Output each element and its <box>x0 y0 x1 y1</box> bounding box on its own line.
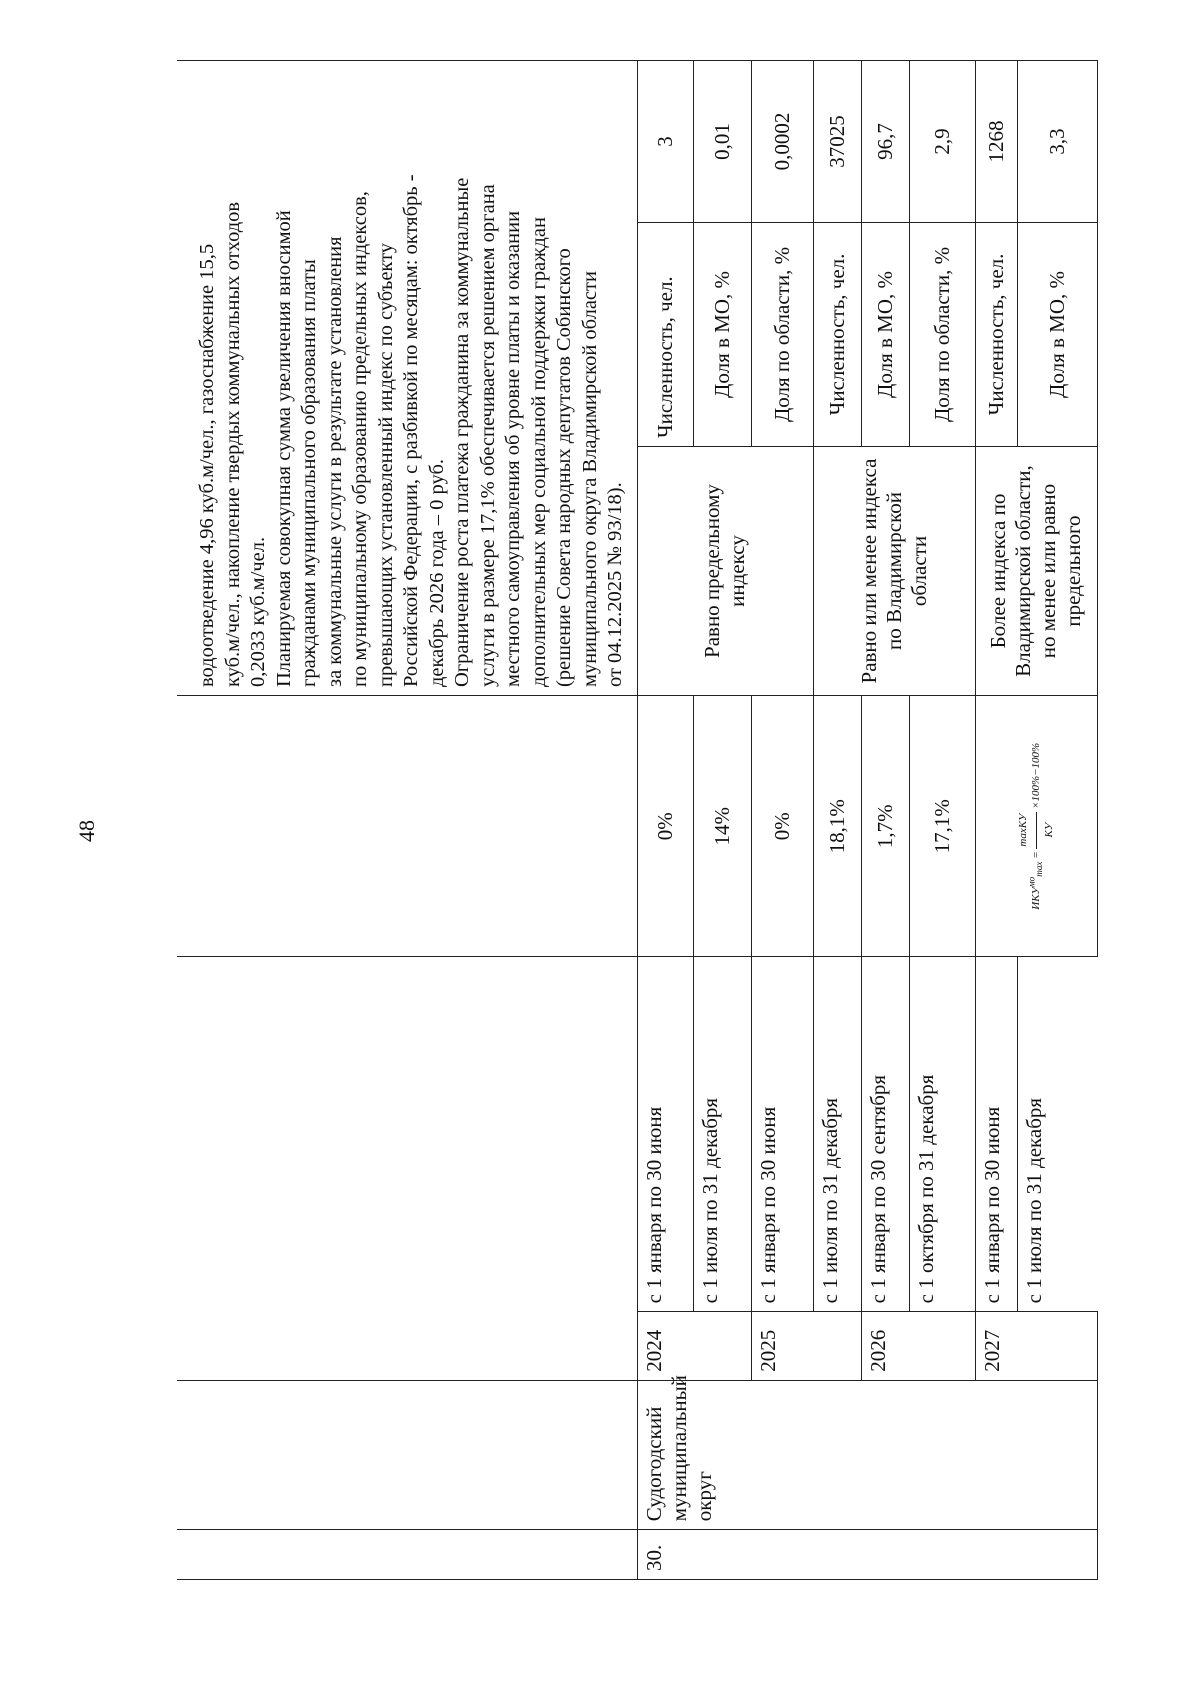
empty-cell <box>177 1530 637 1580</box>
period-cell: с 1 января по 30 июня <box>751 957 813 1312</box>
municipality-name: Судогодский муниципальный округ <box>637 1380 1097 1529</box>
year-cell: 2025 <box>751 1312 861 1380</box>
description-line: по муниципальному образованию предельных индексов, <box>349 191 371 688</box>
description-line: (решение Совета народных депутатов Собинского <box>553 248 575 688</box>
year-cell: 2026 <box>861 1312 975 1380</box>
period-cell: с 1 октября по 31 декабря <box>909 957 975 1312</box>
description-line: Российской Федерации, с разбивкой по месяцам: октябрь - <box>400 174 422 688</box>
empty-cell <box>177 957 637 1380</box>
description-line: от 04.12.2025 № 93/18). <box>604 482 626 688</box>
index-cell: 18,1% <box>813 696 861 957</box>
period-cell: с 1 января по 30 сентября <box>861 957 909 1312</box>
period-cell: с 1 января по 30 июня <box>975 957 1017 1312</box>
category-cell: Равно или менее индекса по Владимирской области <box>813 447 975 696</box>
measure-label: Доля по области, % <box>751 222 813 446</box>
measure-value: 37025 <box>813 61 861 223</box>
index-cell: 17,1% <box>909 696 975 957</box>
description-line: местного самоуправления об уровне платы и оказании <box>502 210 524 688</box>
rotated-table-wrapper <box>177 60 1200 1580</box>
table-row <box>637 61 693 1580</box>
year-cell: 2027 <box>975 1312 1097 1380</box>
empty-cell <box>177 696 637 957</box>
description-line: 0,2033 куб.м/чел. <box>247 536 269 688</box>
measure-label: Доля в МО, % <box>693 222 751 446</box>
description-line: декабрь 2026 года – 0 руб. <box>425 458 448 688</box>
measure-label: Численность, чел. <box>637 222 693 446</box>
period-cell: с 1 июля по 31 декабря <box>1017 957 1097 1312</box>
row-number: 30. <box>637 1530 1097 1580</box>
table-row <box>975 61 1017 1580</box>
category-cell: Более индекса по Владимирской области, но менее или равно предельного <box>975 447 1097 696</box>
year-cell: 2024 <box>637 1312 751 1380</box>
category-cell: Равно предельному индексу <box>637 447 813 696</box>
description-line: Планируемая совокупная сумма увеличения вносимой <box>272 210 295 688</box>
description-line: Ограничение роста платежа гражданина за коммунальные <box>451 177 473 688</box>
period-cell: с 1 июля по 31 декабря <box>813 957 861 1312</box>
measure-value: 1268 <box>975 61 1017 223</box>
index-cell: 0% <box>751 696 813 957</box>
measure-label: Численность, чел. <box>975 222 1017 446</box>
measure-value: 96,7 <box>861 61 909 223</box>
measure-value: 0,01 <box>693 61 751 223</box>
period-cell: с 1 января по 30 июня <box>637 957 693 1312</box>
description-line: услуги в размере 17,1% обеспечивается решением органа <box>476 184 499 688</box>
formula-tail: ×100%−100% <box>1029 742 1042 809</box>
formula-cell <box>975 696 1097 957</box>
table-row <box>751 61 813 1580</box>
description-line: куб.м/чел., накопление твердых коммунальных отходов <box>221 201 244 688</box>
formula-fraction <box>1011 812 1062 849</box>
measure-value: 0,0002 <box>751 61 813 223</box>
description-line: превышающих установленный индекс по субъекту <box>374 242 397 688</box>
formula-denominator: КУ <box>1042 822 1055 838</box>
measure-value: 3 <box>637 61 693 223</box>
measure-value: 2,9 <box>909 61 975 223</box>
measure-value: 3,3 <box>1017 61 1097 223</box>
measure-label: Численность, чел. <box>813 222 861 446</box>
continuation-row <box>177 61 637 1580</box>
description-text <box>177 61 637 696</box>
measure-label: Доля в МО, % <box>1017 222 1097 446</box>
description-line: за коммунальные услуги в результате установления <box>323 236 346 688</box>
period-cell: с 1 июля по 31 декабря <box>693 957 751 1312</box>
index-cell: 1,7% <box>861 696 909 957</box>
description-line: водоотведение 4,96 куб.м/чел., газоснабжение 15,5 <box>196 243 218 688</box>
formula: $ИКУ^{мо}_{max}$ = maxКУ КУ ×100%−100% <box>1030 743 1042 910</box>
measure-label: Доля в МО, % <box>861 222 909 446</box>
index-cell: 14% <box>693 696 751 957</box>
formula-lhs: ИКУ <box>1029 887 1042 910</box>
description-line: гражданами муниципального образования платы <box>298 259 320 688</box>
page-number: 48 <box>74 820 99 842</box>
table-row <box>861 61 909 1580</box>
utility-index-table <box>177 60 1098 1580</box>
description-line: дополнительных мер социальной поддержки граждан <box>527 217 550 688</box>
formula-numerator: maxКУ <box>1011 812 1037 849</box>
measure-label: Доля по области, % <box>909 222 975 446</box>
empty-cell <box>177 1380 637 1529</box>
index-cell: 0% <box>637 696 693 957</box>
description-line: муниципального округа Владимирской области <box>578 271 601 688</box>
